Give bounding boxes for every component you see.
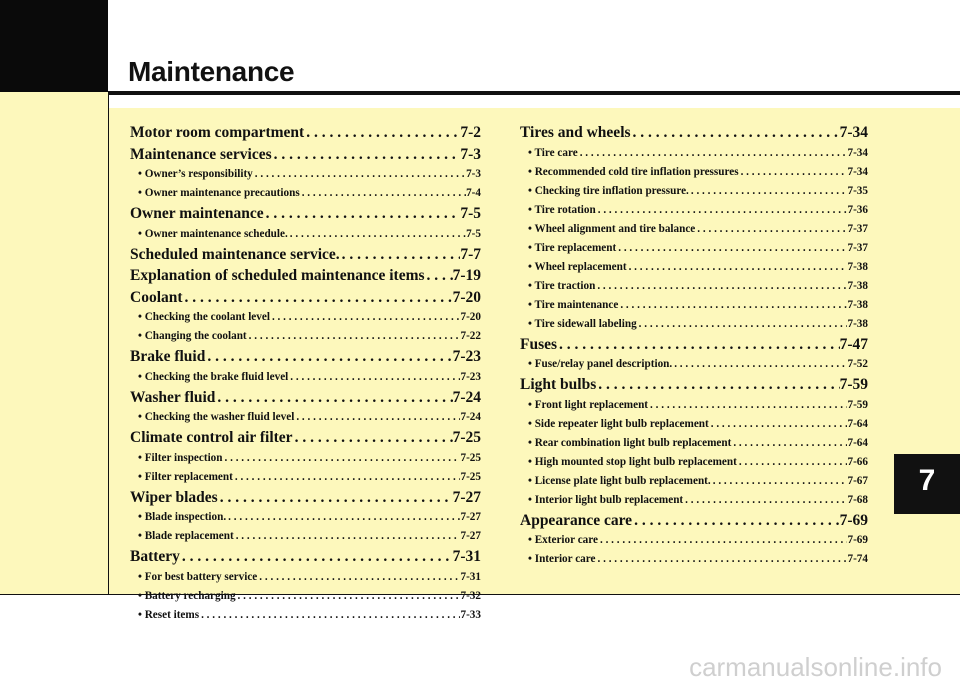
toc-subsection-entry[interactable] bbox=[520, 182, 868, 201]
entry-page-number: 7-27 bbox=[460, 511, 481, 523]
dot-leader bbox=[234, 527, 461, 546]
toc-section-entry[interactable] bbox=[130, 546, 481, 568]
entry-page-number: 7-20 bbox=[460, 311, 481, 323]
toc-section-entry[interactable] bbox=[130, 287, 481, 309]
entry-page-number: 7-64 bbox=[847, 417, 868, 430]
toc-subsection-entry[interactable] bbox=[130, 184, 481, 203]
dot-leader bbox=[683, 491, 847, 510]
entry-label: • Tire traction bbox=[528, 279, 596, 292]
toc-section-entry[interactable] bbox=[130, 387, 481, 409]
entry-label: Scheduled maintenance service. bbox=[130, 245, 340, 263]
entry-page-number: 7-34 bbox=[839, 124, 868, 141]
dot-leader bbox=[340, 244, 461, 266]
dot-leader bbox=[215, 387, 452, 409]
dot-leader bbox=[737, 453, 848, 472]
toc-subsection-entry[interactable] bbox=[520, 144, 868, 163]
toc-section-entry[interactable] bbox=[520, 122, 868, 144]
entry-page-number: 7-47 bbox=[839, 335, 868, 353]
toc-section-entry[interactable] bbox=[130, 487, 481, 509]
dot-leader bbox=[578, 144, 848, 163]
entry-page-number: 7-33 bbox=[460, 608, 481, 621]
toc-subsection-entry[interactable] bbox=[520, 315, 868, 334]
dot-leader bbox=[264, 203, 461, 225]
entry-label: Owner maintenance bbox=[130, 205, 264, 222]
toc-section-entry[interactable] bbox=[130, 122, 481, 144]
entry-page-number: 7-74 bbox=[847, 553, 868, 565]
entry-label: • Tire care bbox=[528, 146, 578, 159]
entry-label: Wiper blades bbox=[130, 488, 218, 506]
entry-label: Motor room compartment bbox=[130, 124, 305, 141]
entry-page-number: 7-69 bbox=[839, 511, 868, 529]
toc-section-entry[interactable] bbox=[520, 334, 868, 356]
dot-leader bbox=[616, 239, 847, 258]
dot-leader bbox=[631, 122, 840, 144]
entry-page-number: 7-68 bbox=[847, 493, 868, 506]
toc-section-entry[interactable] bbox=[130, 244, 481, 266]
dot-leader bbox=[180, 546, 453, 568]
dot-leader bbox=[618, 296, 847, 315]
dot-leader bbox=[247, 327, 461, 346]
entry-label: Coolant bbox=[130, 288, 183, 306]
entry-label: Appearance care bbox=[520, 511, 633, 529]
entry-label: Climate control air filter bbox=[130, 429, 293, 446]
entry-label: Light bulbs bbox=[520, 376, 597, 393]
entry-page-number: 7-19 bbox=[452, 267, 481, 284]
entry-page-number: 7-22 bbox=[460, 330, 481, 342]
entry-page-number: 7-2 bbox=[460, 124, 481, 141]
entry-label: • Tire rotation bbox=[528, 203, 596, 216]
entry-label: • Interior care bbox=[528, 553, 596, 565]
title-rule bbox=[108, 91, 960, 95]
entry-page-number: 7-23 bbox=[452, 348, 481, 365]
toc-subsection-entry[interactable] bbox=[130, 308, 481, 327]
margin-strip bbox=[0, 92, 108, 108]
dot-leader bbox=[293, 427, 453, 449]
dot-leader bbox=[689, 182, 848, 201]
entry-page-number: 7-24 bbox=[452, 388, 481, 406]
entry-page-number: 7-23 bbox=[460, 370, 481, 383]
entry-page-number: 7-67 bbox=[847, 474, 868, 487]
dot-leader bbox=[294, 408, 460, 427]
entry-label: • Owner maintenance schedule. bbox=[138, 227, 288, 240]
dot-leader bbox=[253, 165, 466, 184]
dot-leader bbox=[288, 368, 460, 387]
entry-label: Tires and wheels bbox=[520, 124, 631, 141]
entry-label: • Tire sidewall labeling bbox=[528, 317, 637, 330]
entry-page-number: 7-24 bbox=[460, 411, 481, 423]
toc-subsection-entry[interactable] bbox=[130, 587, 481, 606]
dot-leader bbox=[627, 258, 848, 277]
dot-leader bbox=[288, 225, 466, 244]
entry-page-number: 7-38 bbox=[847, 298, 868, 311]
left-divider bbox=[108, 92, 109, 595]
entry-page-number: 7-36 bbox=[847, 203, 868, 216]
toc-subsection-entry[interactable] bbox=[130, 368, 481, 387]
toc-section-entry[interactable] bbox=[130, 427, 481, 449]
entry-label: • Checking tire inflation pressure. bbox=[528, 184, 689, 197]
toc-subsection-entry[interactable] bbox=[520, 163, 868, 182]
entry-page-number: 7-5 bbox=[460, 205, 481, 222]
dot-leader bbox=[632, 510, 840, 532]
entry-label: • Front light replacement bbox=[528, 398, 649, 411]
entry-label: • Interior light bulb replacement bbox=[528, 493, 684, 506]
dot-leader bbox=[272, 144, 461, 166]
dot-leader bbox=[709, 415, 848, 434]
entry-label: • For best battery service bbox=[138, 570, 258, 583]
entry-label: • Owner’s responsibility bbox=[138, 168, 253, 180]
chapter-number: 7 bbox=[918, 464, 936, 497]
toc-subsection-entry[interactable] bbox=[520, 491, 868, 510]
entry-label: Brake fluid bbox=[130, 348, 206, 365]
entry-page-number: 7-34 bbox=[847, 165, 868, 178]
entry-page-number: 7-25 bbox=[460, 451, 481, 464]
dot-leader bbox=[596, 201, 848, 220]
entry-page-number: 7-66 bbox=[847, 455, 868, 468]
toc-subsection-entry[interactable] bbox=[130, 568, 481, 587]
entry-page-number: 7-27 bbox=[452, 488, 481, 506]
entry-page-number: 7-34 bbox=[847, 146, 868, 159]
toc-left-column bbox=[130, 122, 481, 625]
toc-subsection-entry[interactable] bbox=[520, 258, 868, 277]
entry-page-number: 7-4 bbox=[466, 187, 481, 199]
entry-page-number: 7-3 bbox=[466, 168, 481, 180]
entry-page-number: 7-69 bbox=[847, 534, 868, 546]
entry-label: • License plate light bulb replacement. bbox=[528, 474, 711, 487]
toc-subsection-entry[interactable] bbox=[520, 531, 868, 550]
toc-subsection-entry[interactable] bbox=[520, 201, 868, 220]
toc-subsection-entry[interactable] bbox=[520, 355, 868, 374]
dot-leader bbox=[257, 568, 460, 587]
dot-leader bbox=[695, 220, 847, 239]
watermark: carmanualsonline.info bbox=[689, 652, 942, 682]
page-title: Maintenance bbox=[128, 56, 295, 87]
entry-page-number: 7-25 bbox=[460, 470, 481, 483]
entry-page-number: 7-37 bbox=[847, 222, 868, 235]
entry-page-number: 7-38 bbox=[847, 260, 868, 273]
dot-leader bbox=[731, 434, 847, 453]
entry-label: • Reset items bbox=[138, 608, 200, 621]
dot-leader bbox=[739, 163, 848, 182]
toc-section-entry[interactable] bbox=[130, 265, 481, 287]
toc-subsection-entry[interactable] bbox=[520, 453, 868, 472]
entry-label: • Changing the coolant bbox=[138, 330, 247, 342]
entry-label: • Wheel replacement bbox=[528, 260, 627, 273]
entry-page-number: 7-59 bbox=[839, 376, 868, 393]
toc-subsection-entry[interactable] bbox=[130, 468, 481, 487]
dot-leader bbox=[596, 374, 839, 396]
entry-label: • Tire replacement bbox=[528, 241, 617, 254]
entry-page-number: 7-35 bbox=[847, 184, 868, 197]
toc-subsection-entry[interactable] bbox=[520, 472, 868, 491]
dot-leader bbox=[425, 265, 453, 287]
dot-leader bbox=[183, 287, 453, 309]
toc-subsection-entry[interactable] bbox=[520, 434, 868, 453]
entry-label: Maintenance services bbox=[130, 145, 272, 163]
entry-label: • High mounted stop light bulb replacement bbox=[528, 455, 737, 468]
toc-section-entry[interactable] bbox=[520, 374, 868, 396]
toc-subsection-entry[interactable] bbox=[520, 415, 868, 434]
entry-page-number: 7-52 bbox=[847, 358, 868, 370]
entry-label: Explanation of scheduled maintenance items bbox=[130, 267, 425, 284]
entry-label: • Wheel alignment and tire balance bbox=[528, 222, 696, 235]
dot-leader bbox=[199, 606, 460, 625]
dot-leader bbox=[304, 122, 460, 144]
dot-leader bbox=[711, 472, 848, 491]
toc-subsection-entry[interactable] bbox=[130, 527, 481, 546]
entry-page-number: 7-32 bbox=[460, 589, 481, 602]
dot-leader bbox=[205, 346, 452, 368]
entry-page-number: 7-38 bbox=[847, 317, 868, 330]
toc-section-entry[interactable] bbox=[130, 144, 481, 166]
entry-page-number: 7-7 bbox=[460, 245, 481, 263]
chapter-tab bbox=[894, 454, 960, 514]
dot-leader bbox=[557, 334, 840, 356]
entry-page-number: 7-59 bbox=[847, 398, 868, 411]
dot-leader bbox=[596, 550, 848, 569]
dot-leader bbox=[300, 184, 466, 203]
toc-subsection-entry[interactable] bbox=[520, 277, 868, 296]
entry-label: • Blade replacement bbox=[138, 530, 234, 542]
toc-subsection-entry[interactable] bbox=[520, 296, 868, 315]
dot-leader bbox=[223, 449, 461, 468]
toc-section-entry[interactable] bbox=[130, 346, 481, 368]
dot-leader bbox=[637, 315, 848, 334]
entry-label: • Filter replacement bbox=[138, 470, 233, 483]
dot-leader bbox=[218, 487, 453, 509]
toc-subsection-entry[interactable] bbox=[130, 606, 481, 625]
toc-right-column bbox=[520, 122, 868, 569]
dot-leader bbox=[233, 468, 461, 487]
entry-page-number: 7-5 bbox=[466, 227, 481, 240]
dot-leader bbox=[672, 355, 847, 374]
toc-subsection-entry[interactable] bbox=[520, 550, 868, 569]
entry-label: • Blade inspection. bbox=[138, 511, 227, 523]
entry-label: • Checking the washer fluid level bbox=[138, 411, 295, 423]
entry-label: • Fuse/relay panel description. bbox=[528, 358, 673, 370]
entry-page-number: 7-20 bbox=[452, 288, 481, 306]
toc-subsection-entry[interactable] bbox=[130, 225, 481, 244]
entry-page-number: 7-64 bbox=[847, 436, 868, 449]
entry-label: • Filter inspection bbox=[138, 451, 223, 464]
toc-subsection-entry[interactable] bbox=[130, 408, 481, 427]
entry-label: Fuses bbox=[520, 335, 558, 353]
toc-section-entry[interactable] bbox=[130, 203, 481, 225]
entry-page-number: 7-31 bbox=[460, 570, 481, 583]
toc-subsection-entry[interactable] bbox=[520, 220, 868, 239]
toc-subsection-entry[interactable] bbox=[130, 165, 481, 184]
entry-label: Battery bbox=[130, 548, 180, 565]
toc-subsection-entry[interactable] bbox=[130, 508, 481, 527]
toc-subsection-entry[interactable] bbox=[520, 239, 868, 258]
dot-leader bbox=[236, 587, 461, 606]
entry-page-number: 7-31 bbox=[452, 548, 481, 565]
toc-subsection-entry[interactable] bbox=[130, 327, 481, 346]
toc-subsection-entry[interactable] bbox=[520, 396, 868, 415]
entry-page-number: 7-25 bbox=[452, 429, 481, 446]
entry-label: • Exterior care bbox=[528, 534, 598, 546]
entry-label: • Tire maintenance bbox=[528, 298, 619, 311]
dot-leader bbox=[226, 508, 460, 527]
entry-label: • Side repeater light bulb replacement bbox=[528, 417, 709, 430]
entry-page-number: 7-27 bbox=[460, 530, 481, 542]
dot-leader bbox=[595, 277, 847, 296]
dot-leader bbox=[648, 396, 847, 415]
entry-page-number: 7-38 bbox=[847, 279, 868, 292]
entry-label: • Recommended cold tire inflation pressures bbox=[528, 165, 739, 178]
entry-label: • Checking the brake fluid level bbox=[138, 370, 289, 383]
entry-label: Washer fluid bbox=[130, 388, 216, 406]
entry-label: • Owner maintenance precautions bbox=[138, 187, 300, 199]
toc-section-entry[interactable] bbox=[520, 510, 868, 532]
entry-label: • Checking the coolant level bbox=[138, 311, 270, 323]
entry-label: • Rear combination light bulb replacement bbox=[528, 436, 732, 449]
toc-subsection-entry[interactable] bbox=[130, 449, 481, 468]
corner-block bbox=[0, 0, 108, 92]
dot-leader bbox=[270, 308, 461, 327]
entry-page-number: 7-3 bbox=[460, 145, 481, 163]
entry-label: • Battery recharging bbox=[138, 589, 236, 602]
entry-page-number: 7-37 bbox=[847, 241, 868, 254]
dot-leader bbox=[598, 531, 848, 550]
